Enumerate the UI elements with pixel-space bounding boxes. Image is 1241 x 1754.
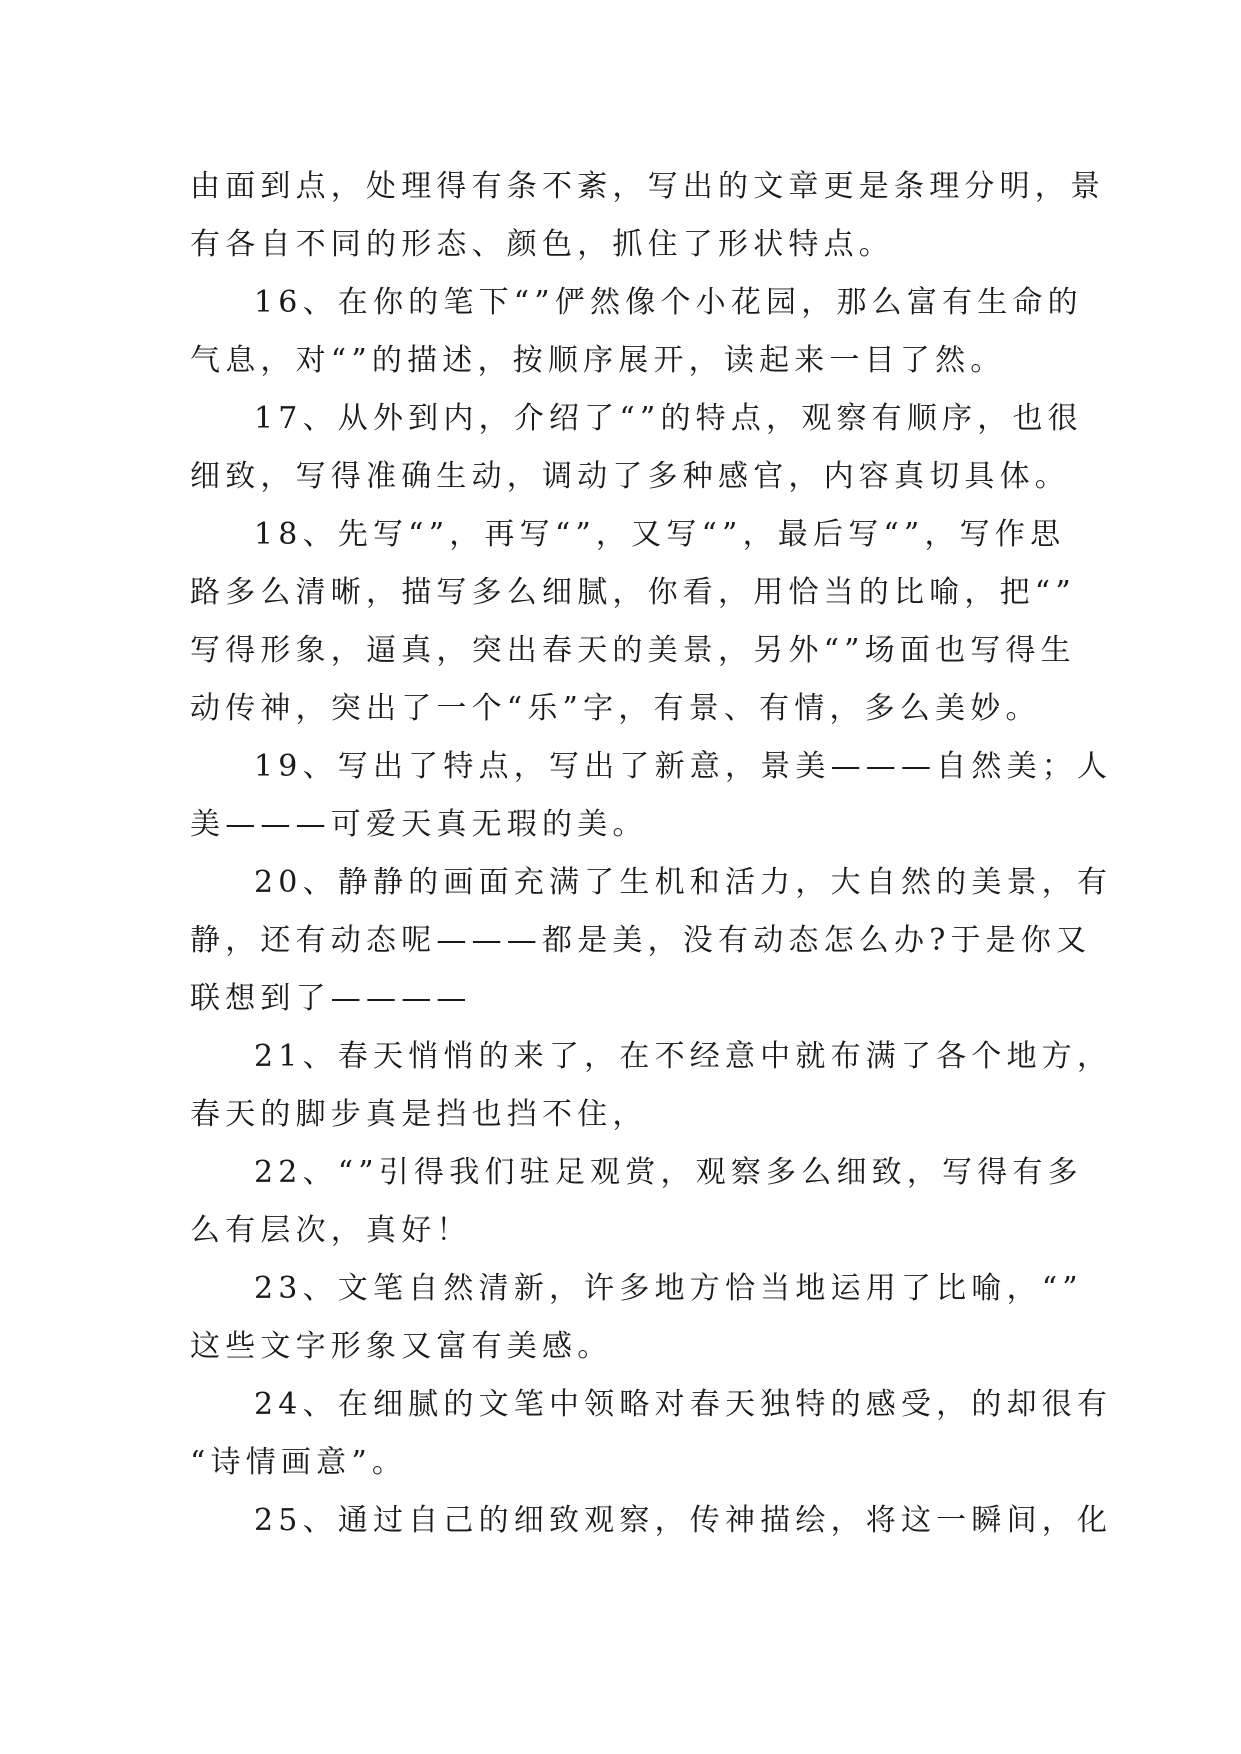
text-line: 春天的脚步真是挡也挡不住，: [190, 1097, 648, 1132]
text-line: 由面到点，处理得有条不紊，写出的文章更是条理分明，景: [190, 169, 1106, 204]
text-line: 路多么清晰，描写多么细腻，你看，用恰当的比喻，把“”: [190, 575, 1076, 610]
text-line: 写得形象，逼真，突出春天的美景，另外“”场面也写得生: [190, 633, 1076, 668]
text-line: 美———可爱天真无瑕的美。: [190, 807, 648, 842]
paragraph: [190, 1492, 1113, 1550]
text-line: 25、通过自己的细致观察，传神描绘，将这一瞬间，化: [254, 1503, 1113, 1538]
paragraph: [190, 390, 1083, 506]
paragraph: [190, 274, 1083, 390]
paragraph: [190, 158, 1106, 274]
paragraph: [190, 1028, 1113, 1144]
text-line: 16、在你的笔下“”俨然像个小花园，那么富有生命的: [254, 285, 1083, 320]
paragraph: [190, 1260, 1083, 1376]
text-line: 静，还有动态呢———都是美，没有动态怎么办?于是你又: [190, 923, 1092, 958]
text-line: 23、文笔自然清新，许多地方恰当地运用了比喻，“”: [254, 1271, 1083, 1306]
document-body: [190, 158, 1113, 1550]
text-line: 么有层次，真好！: [190, 1213, 472, 1248]
text-line: 气息，对“”的描述，按顺序展开，读起来一目了然。: [190, 343, 1006, 378]
paragraph: [190, 854, 1113, 1028]
paragraph: [190, 1376, 1113, 1492]
text-line: 17、从外到内，介绍了“”的特点，观察有顺序，也很: [254, 401, 1083, 436]
text-line: 21、春天悄悄的来了，在不经意中就布满了各个地方，: [254, 1039, 1113, 1074]
text-line: 有各自不同的形态、颜色，抓住了形状特点。: [190, 227, 894, 262]
paragraph: [190, 738, 1113, 854]
text-line: 19、写出了特点，写出了新意，景美———自然美；人: [254, 749, 1113, 784]
text-line: 这些文字形象又富有美感。: [190, 1329, 613, 1364]
text-line: 20、静静的画面充满了生机和活力，大自然的美景，有: [254, 865, 1113, 900]
text-line: 24、在细腻的文笔中领略对春天独特的感受，的却很有: [254, 1387, 1113, 1422]
text-line: “诗情画意”。: [190, 1445, 408, 1480]
paragraph: [190, 1144, 1083, 1260]
paragraph: [190, 506, 1076, 738]
text-line: 22、“”引得我们驻足观赏，观察多么细致，写得有多: [254, 1155, 1083, 1190]
text-line: 细致，写得准确生动，调动了多种感官，内容真切具体。: [190, 459, 1070, 494]
text-line: 联想到了————: [190, 981, 472, 1016]
text-line: 18、先写“”，再写“”，又写“”，最后写“”，写作思: [254, 517, 1066, 552]
text-line: 动传神，突出了一个“乐”字，有景、有情，多么美妙。: [190, 691, 1041, 726]
